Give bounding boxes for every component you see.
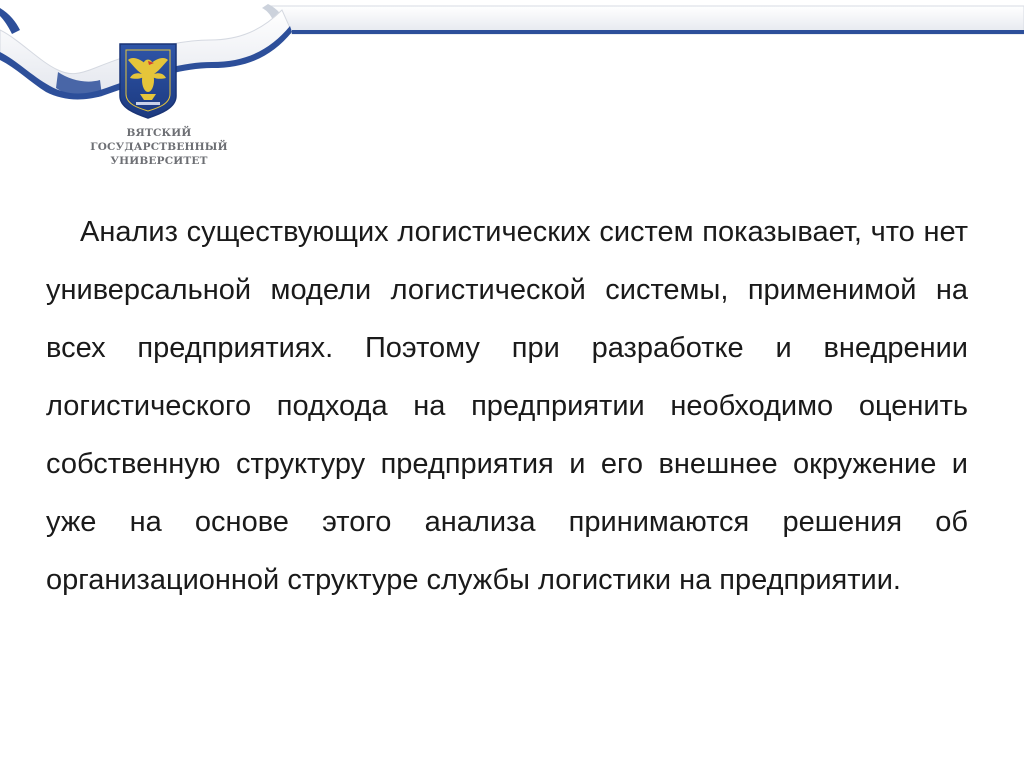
university-name-line: ГОСУДАРСТВЕННЫЙ	[90, 141, 228, 153]
body-paragraph: Анализ существующих логистических систем показывает, что нет универсальной модели логистической системы, применимой на всех предприятиях. Поэтому при разработке и внедрении логистического подхода на предприятии необходимо оценить собственную структуру предприятия и его внешнее окружение и уже на основе этого анализа принимаются решения об организационной структуре службы логистики на предприятии.	[46, 216, 968, 596]
university-name	[84, 126, 234, 168]
university-name-line: УНИВЕРСИТЕТ	[110, 155, 208, 167]
header-banner	[0, 0, 1024, 140]
university-crest-icon	[120, 44, 176, 118]
university-name-line: ВЯТСКИЙ	[126, 127, 192, 139]
ribbon-right	[262, 4, 1024, 34]
